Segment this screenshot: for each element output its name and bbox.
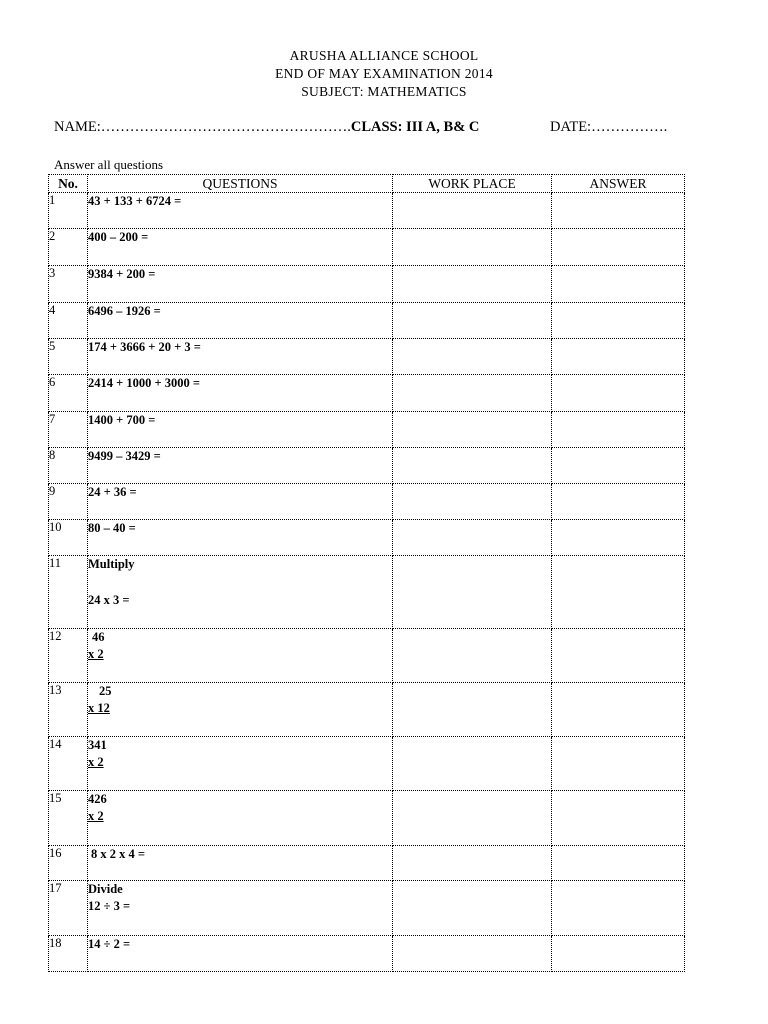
answer-cell[interactable]	[552, 737, 685, 791]
question-line: 8 x 2 x 4 =	[91, 847, 145, 861]
instruction-text: Answer all questions	[54, 157, 164, 172]
question-number: 1	[49, 193, 88, 229]
question-line-2: x 2	[88, 755, 104, 769]
work-place-cell[interactable]	[393, 193, 552, 229]
table-row	[49, 881, 685, 936]
table-row	[49, 229, 685, 266]
question-line: 341	[88, 738, 107, 752]
work-place-cell[interactable]	[393, 881, 552, 936]
question-line: 1400 + 700 =	[88, 413, 156, 427]
table-row	[49, 266, 685, 303]
question-number: 18	[49, 936, 88, 972]
question-number: 12	[49, 629, 88, 683]
work-place-cell[interactable]	[393, 520, 552, 556]
table-row	[49, 846, 685, 881]
answer-cell[interactable]	[552, 484, 685, 520]
school-name: ARUSHA ALLIANCE SCHOOL	[289, 48, 479, 63]
table-row	[49, 683, 685, 737]
table-row	[49, 520, 685, 556]
question-text	[88, 936, 393, 972]
work-place-cell[interactable]	[393, 556, 552, 629]
table-row	[49, 556, 685, 629]
answer-cell[interactable]	[552, 229, 685, 266]
answer-cell[interactable]	[552, 881, 685, 936]
answer-cell[interactable]	[552, 339, 685, 375]
work-place-cell[interactable]	[393, 629, 552, 683]
question-line-2: x 2	[88, 809, 104, 823]
question-text	[88, 737, 393, 791]
work-place-cell[interactable]	[393, 737, 552, 791]
question-number: 4	[49, 303, 88, 339]
question-text	[88, 881, 393, 936]
question-line: 9384 + 200 =	[88, 267, 156, 281]
question-text	[88, 683, 393, 737]
question-line-2: 12 ÷ 3 =	[88, 899, 131, 913]
table-row	[49, 375, 685, 412]
subject-title: SUBJECT: MATHEMATICS	[301, 84, 467, 99]
question-line: 46	[92, 630, 105, 644]
question-text	[88, 556, 393, 629]
question-number: 5	[49, 339, 88, 375]
question-number: 15	[49, 791, 88, 846]
answer-cell[interactable]	[552, 683, 685, 737]
question-text	[88, 266, 393, 303]
question-text	[88, 791, 393, 846]
question-text	[88, 484, 393, 520]
answer-cell[interactable]	[552, 266, 685, 303]
question-text	[88, 846, 393, 881]
work-place-cell[interactable]	[393, 448, 552, 484]
table-row	[49, 791, 685, 846]
work-place-cell[interactable]	[393, 936, 552, 972]
table-row	[49, 303, 685, 339]
question-number: 14	[49, 737, 88, 791]
answer-cell[interactable]	[552, 791, 685, 846]
questions-table	[48, 174, 685, 972]
question-text	[88, 629, 393, 683]
answer-cell[interactable]	[552, 193, 685, 229]
work-place-cell[interactable]	[393, 339, 552, 375]
question-line: 9499 – 3429 =	[88, 449, 161, 463]
question-number: 3	[49, 266, 88, 303]
question-line: 6496 – 1926 =	[88, 304, 161, 318]
date-field[interactable]: DATE:…………….	[550, 119, 668, 135]
question-line: 80 – 40 =	[88, 521, 136, 535]
header-no: No.	[49, 175, 88, 193]
work-place-cell[interactable]	[393, 683, 552, 737]
name-field[interactable]: NAME:…………………………………………….	[54, 119, 351, 135]
exam-title: END OF MAY EXAMINATION 2014	[275, 66, 493, 81]
question-text	[88, 375, 393, 412]
question-line-2: x 12	[88, 701, 110, 715]
question-text	[88, 303, 393, 339]
work-place-cell[interactable]	[393, 412, 552, 448]
question-text	[88, 448, 393, 484]
question-line-2: 24 x 3 =	[88, 593, 130, 607]
question-number: 10	[49, 520, 88, 556]
question-line: 174 + 3666 + 20 + 3 =	[88, 340, 201, 354]
answer-cell[interactable]	[552, 556, 685, 629]
question-line: 25	[99, 684, 112, 698]
question-text	[88, 229, 393, 266]
table-header-row	[49, 175, 685, 193]
question-number: 6	[49, 375, 88, 412]
question-text	[88, 520, 393, 556]
table-row	[49, 484, 685, 520]
work-place-cell[interactable]	[393, 484, 552, 520]
question-number: 8	[49, 448, 88, 484]
question-number: 17	[49, 881, 88, 936]
answer-cell[interactable]	[552, 303, 685, 339]
question-line: 24 + 36 =	[88, 485, 137, 499]
table-row	[49, 193, 685, 229]
answer-cell[interactable]	[552, 520, 685, 556]
question-line: 14 ÷ 2 =	[88, 937, 131, 951]
question-line: Divide	[88, 882, 123, 896]
question-line: 2414 + 1000 + 3000 =	[88, 376, 200, 390]
answer-cell[interactable]	[552, 448, 685, 484]
work-place-cell[interactable]	[393, 266, 552, 303]
question-text	[88, 339, 393, 375]
question-line-2: x 2	[88, 647, 104, 661]
question-number: 13	[49, 683, 88, 737]
work-place-cell[interactable]	[393, 791, 552, 846]
work-place-cell[interactable]	[393, 303, 552, 339]
answer-cell[interactable]	[552, 936, 685, 972]
question-number: 2	[49, 229, 88, 266]
table-row	[49, 936, 685, 972]
class-label: CLASS: III A, B& C	[350, 119, 480, 135]
question-text	[88, 412, 393, 448]
header-questions: QUESTIONS	[88, 175, 393, 193]
table-row	[49, 339, 685, 375]
work-place-cell[interactable]	[393, 846, 552, 881]
work-place-cell[interactable]	[393, 229, 552, 266]
work-place-cell[interactable]	[393, 375, 552, 412]
header-answer: ANSWER	[552, 175, 685, 193]
answer-cell[interactable]	[552, 412, 685, 448]
question-number: 16	[49, 846, 88, 881]
question-number: 7	[49, 412, 88, 448]
question-line: 426	[88, 792, 107, 806]
answer-cell[interactable]	[552, 629, 685, 683]
student-info-line	[54, 119, 668, 136]
table-row	[49, 737, 685, 791]
question-line: Multiply	[88, 557, 135, 571]
table-row	[49, 412, 685, 448]
header-work-place: WORK PLACE	[393, 175, 552, 193]
answer-cell[interactable]	[552, 375, 685, 412]
question-line: 43 + 133 + 6724 =	[88, 194, 182, 208]
question-line: 400 – 200 =	[88, 230, 149, 244]
table-row	[49, 629, 685, 683]
question-text	[88, 193, 393, 229]
question-number: 11	[49, 556, 88, 629]
question-number: 9	[49, 484, 88, 520]
table-row	[49, 448, 685, 484]
answer-cell[interactable]	[552, 846, 685, 881]
